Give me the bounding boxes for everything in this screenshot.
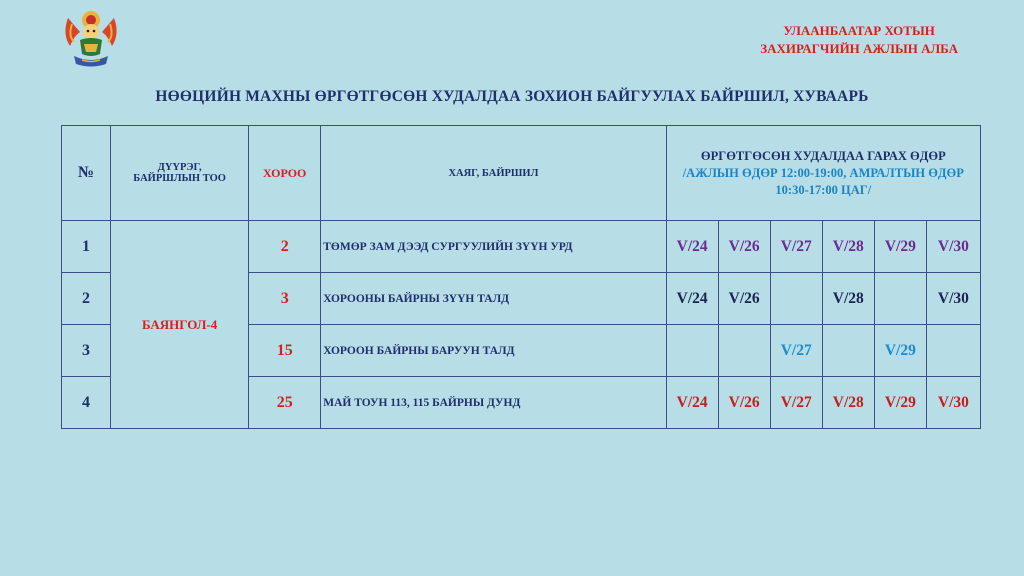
org-line-1: УЛААНБААТАР ХОТЫН xyxy=(783,23,935,38)
schedule-table xyxy=(61,125,981,429)
row-number: 3 xyxy=(62,325,111,377)
date-cell: V/26 xyxy=(718,377,770,429)
page-title: НӨӨЦИЙН МАХНЫ ӨРГӨТГӨСӨН ХУДАЛДАА ЗОХИОН БАЙГУУЛАХ БАЙРШИЛ, ХУВААРЬ xyxy=(155,88,869,105)
row-number: 2 xyxy=(62,273,111,325)
khoroo-cell: 3 xyxy=(249,273,321,325)
city-emblem-icon xyxy=(60,6,122,70)
date-cell: V/26 xyxy=(718,221,770,273)
date-cell: V/27 xyxy=(770,221,822,273)
date-cell: V/24 xyxy=(666,377,718,429)
header-district-line-2: БАЙРШЛЫН ТОО xyxy=(133,173,226,184)
header-dates-title: ӨРГӨТГӨСӨН ХУДАЛДАА ГАРАХ ӨДӨР xyxy=(700,148,946,163)
header-dates-hours: /АЖЛЫН ӨДӨР 12:00-19:00, АМРАЛТЫН ӨДӨР 10:30-17:00 ЦАГ/ xyxy=(682,165,964,197)
address-cell: ХОРООНЫ БАЙРНЫ ЗҮҮН ТАЛД xyxy=(321,273,666,325)
header-dates xyxy=(666,126,980,221)
header-district-line-1: ДҮҮРЭГ, xyxy=(157,162,202,173)
organization-name xyxy=(760,22,958,58)
khoroo-cell: 2 xyxy=(249,221,321,273)
row-number: 1 xyxy=(62,221,111,273)
table-header-row xyxy=(62,126,981,221)
address-cell: ХОРООН БАЙРНЫ БАРУУН ТАЛД xyxy=(321,325,666,377)
date-cell xyxy=(770,273,822,325)
date-cell xyxy=(666,325,718,377)
date-cell: V/30 xyxy=(926,221,980,273)
address-cell: МАЙ ТОУН 113, 115 БАЙРНЫ ДУНД xyxy=(321,377,666,429)
date-cell: V/27 xyxy=(770,325,822,377)
address-cell: ТӨМӨР ЗАМ ДЭЭД СУРГУУЛИЙН ЗҮҮН УРД xyxy=(321,221,666,273)
header-address: ХАЯГ, БАЙРШИЛ xyxy=(321,126,666,221)
date-cell: V/28 xyxy=(822,273,874,325)
date-cell xyxy=(874,273,926,325)
district-cell: БАЯНГОЛ-4 xyxy=(111,221,249,429)
date-cell xyxy=(822,325,874,377)
date-cell: V/29 xyxy=(874,325,926,377)
header-district xyxy=(111,126,249,221)
date-cell: V/26 xyxy=(718,273,770,325)
date-cell: V/30 xyxy=(926,377,980,429)
date-cell: V/29 xyxy=(874,221,926,273)
header-khoroo: ХОРОО xyxy=(249,126,321,221)
date-cell xyxy=(718,325,770,377)
row-number: 4 xyxy=(62,377,111,429)
date-cell xyxy=(926,325,980,377)
date-cell: V/27 xyxy=(770,377,822,429)
date-cell: V/29 xyxy=(874,377,926,429)
org-line-2: ЗАХИРАГЧИЙН АЖЛЫН АЛБА xyxy=(760,41,958,56)
khoroo-cell: 15 xyxy=(249,325,321,377)
khoroo-cell: 25 xyxy=(249,377,321,429)
date-cell: V/28 xyxy=(822,221,874,273)
table-row xyxy=(62,221,981,273)
date-cell: V/30 xyxy=(926,273,980,325)
date-cell: V/24 xyxy=(666,221,718,273)
date-cell: V/28 xyxy=(822,377,874,429)
header-number: № xyxy=(62,126,111,221)
date-cell: V/24 xyxy=(666,273,718,325)
